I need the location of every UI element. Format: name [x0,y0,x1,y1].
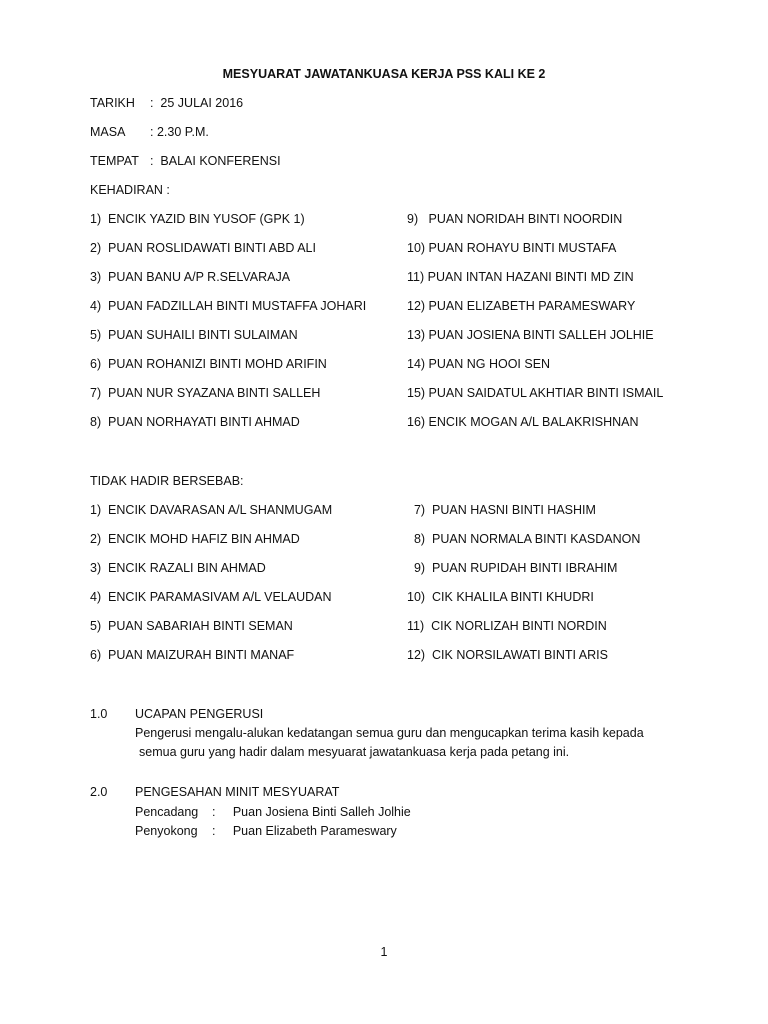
kehadiran-heading: KEHADIRAN : [90,183,170,197]
list-item: 7) PUAN NUR SYAZANA BINTI SALLEH [90,386,321,400]
tempat-label: TEMPAT [90,154,139,168]
penyokong-label: Penyokong [135,824,198,838]
tarikh-label: TARIKH [90,96,135,110]
list-item: 4) ENCIK PARAMASIVAM A/L VELAUDAN [90,590,332,604]
list-item: 10) PUAN ROHAYU BINTI MUSTAFA [407,241,617,255]
page-number: 1 [380,945,388,959]
list-item: 7) PUAN HASNI BINTI HASHIM [407,503,596,517]
list-item: 11) CIK NORLIZAH BINTI NORDIN [407,619,607,633]
paragraph-line: Pengerusi mengalu-alukan kedatangan semua guru dan mengucapkan terima kasih kepada [135,726,644,740]
tempat-value: : BALAI KONFERENSI [150,154,281,168]
section-number: 1.0 [90,707,108,721]
list-item: 9) PUAN NORIDAH BINTI NOORDIN [407,212,623,226]
list-item: 3) PUAN BANU A/P R.SELVARAJA [90,270,291,284]
list-item: 1) ENCIK DAVARASAN A/L SHANMUGAM [90,503,333,517]
penyokong-value: : Puan Elizabeth Parameswary [212,824,397,838]
document-title: MESYUARAT JAWATANKUASA KERJA PSS KALI KE 2 [222,67,546,81]
list-item: 10) CIK KHALILA BINTI KHUDRI [407,590,594,604]
list-item: 15) PUAN SAIDATUL AKHTIAR BINTI ISMAIL [407,386,664,400]
list-item: 9) PUAN RUPIDAH BINTI IBRAHIM [407,561,618,575]
pencadang-value: : Puan Josiena Binti Salleh Jolhie [212,805,411,819]
tarikh-value: : 25 JULAI 2016 [150,96,244,110]
list-item: 16) ENCIK MOGAN A/L BALAKRISHNAN [407,415,639,429]
tidak-hadir-heading: TIDAK HADIR BERSEBAB: [90,474,244,488]
list-item: 6) PUAN ROHANIZI BINTI MOHD ARIFIN [90,357,327,371]
list-item: 2) PUAN ROSLIDAWATI BINTI ABD ALI [90,241,316,255]
section-heading: PENGESAHAN MINIT MESYUARAT [135,785,340,799]
list-item: 12) PUAN ELIZABETH PARAMESWARY [407,299,636,313]
section-heading: UCAPAN PENGERUSI [135,707,264,721]
masa-value: : 2.30 P.M. [150,125,209,139]
list-item: 4) PUAN FADZILLAH BINTI MUSTAFFA JOHARI [90,299,367,313]
list-item: 8) PUAN NORMALA BINTI KASDANON [407,532,641,546]
list-item: 8) PUAN NORHAYATI BINTI AHMAD [90,415,300,429]
list-item: 5) PUAN SUHAILI BINTI SULAIMAN [90,328,298,342]
paragraph-line: semua guru yang hadir dalam mesyuarat jawatankuasa kerja pada petang ini. [139,745,570,759]
section-number: 2.0 [90,785,108,799]
list-item: 12) CIK NORSILAWATI BINTI ARIS [407,648,608,662]
pencadang-label: Pencadang [135,805,199,819]
list-item: 5) PUAN SABARIAH BINTI SEMAN [90,619,293,633]
list-item: 2) ENCIK MOHD HAFIZ BIN AHMAD [90,532,300,546]
list-item: 3) ENCIK RAZALI BIN AHMAD [90,561,266,575]
list-item: 6) PUAN MAIZURAH BINTI MANAF [90,648,295,662]
list-item: 11) PUAN INTAN HAZANI BINTI MD ZIN [407,270,634,284]
list-item: 1) ENCIK YAZID BIN YUSOF (GPK 1) [90,212,305,226]
masa-label: MASA [90,125,126,139]
list-item: 13) PUAN JOSIENA BINTI SALLEH JOLHIE [407,328,654,342]
list-item: 14) PUAN NG HOOI SEN [407,357,551,371]
